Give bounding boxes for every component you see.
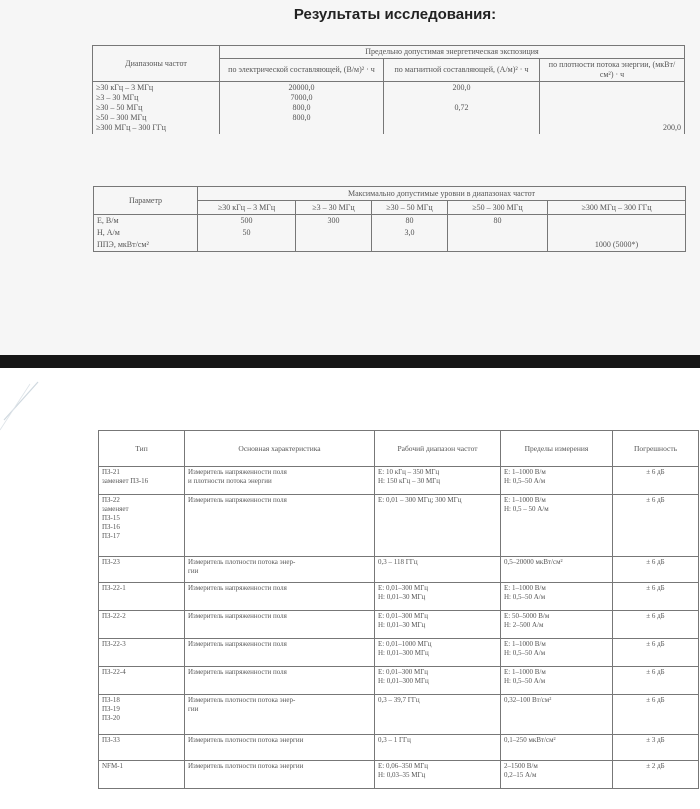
type-value: ПЗ-19 [102, 705, 120, 713]
type-value: заменяет ПЗ-16 [102, 477, 149, 485]
main-value: Измеритель напряженности поля [188, 668, 287, 676]
electric-value: 20000,0 [288, 83, 315, 92]
type-cell [99, 557, 185, 583]
param-label: ППЭ, мкВт/см² [94, 239, 198, 252]
col-header-parameter: Параметр [94, 187, 198, 215]
limits-value: Н: 0,5–50 А/м [504, 477, 546, 485]
main-value: Измеритель напряженности поля [188, 468, 287, 476]
main-value: гии [188, 705, 199, 713]
exposure-limits-table [92, 45, 685, 134]
range-value: ≥30 кГц – 3 МГц [96, 83, 154, 92]
limits-value: Е: 1–1000 В/м [504, 668, 546, 676]
table-row [99, 583, 699, 611]
limits-value: Н: 0,5–50 А/м [504, 649, 546, 657]
main-cell [185, 557, 375, 583]
col-header-limits: Пределы измерения [501, 431, 613, 467]
type-cell [99, 495, 185, 557]
magnetic-value [387, 123, 536, 133]
limits-value: 2–1500 В/м [504, 762, 538, 770]
type-value: заменяет [102, 505, 129, 513]
main-cell [185, 695, 375, 735]
error-value: ± 3 дБ [646, 736, 665, 744]
range-cell [375, 695, 501, 735]
page-title: Результаты исследования: [293, 6, 497, 23]
type-value: ПЗ-23 [102, 558, 120, 566]
error-value: ± 6 дБ [646, 584, 665, 592]
error-value: ± 6 дБ [646, 468, 665, 476]
level-value: 3,0 [372, 227, 448, 239]
table-row [99, 557, 699, 583]
error-cell [613, 583, 699, 611]
range-value: 0,3 – 118 ГГц [378, 558, 418, 566]
range-value: ≥30 – 50 МГц [96, 103, 143, 112]
type-value: NFM-1 [102, 762, 124, 770]
power-density-cell [540, 82, 685, 135]
range-cell [375, 495, 501, 557]
level-value: 80 [448, 215, 548, 228]
error-cell [613, 667, 699, 695]
col-header-main: Основная характеристика [185, 431, 375, 467]
level-value [548, 227, 686, 239]
range-value: Е: 0,01 – 300 МГц; 300 МГц [378, 496, 462, 504]
band-header: ≥30 кГц – 3 МГц [198, 201, 296, 215]
range-value: ≥300 МГц – 300 ГГц [96, 123, 166, 132]
limits-value: Е: 1–1000 В/м [504, 640, 546, 648]
range-value: Е: 0,06–350 МГц [378, 762, 428, 770]
error-value: ± 2 дБ [646, 762, 665, 770]
error-cell [613, 639, 699, 667]
limits-value: Е: 1–1000 В/м [504, 468, 546, 476]
band-header: ≥50 – 300 МГц [448, 201, 548, 215]
range-value: Н: 150 кГц – 30 МГц [378, 477, 440, 485]
table-row [99, 667, 699, 695]
main-cell [185, 639, 375, 667]
page-gap-divider [0, 355, 700, 368]
limits-value: 0,32–100 Вт/см² [504, 696, 552, 704]
limits-value: 0,1–250 мкВт/см² [504, 736, 556, 744]
error-value: ± 6 дБ [646, 668, 665, 676]
type-value: ПЗ-15 [102, 514, 120, 522]
table-row [99, 467, 699, 495]
range-value: Е: 10 кГц – 350 МГц [378, 468, 440, 476]
range-value: Е: 0,01–300 МГц [378, 584, 428, 592]
table-header-row [99, 431, 699, 467]
type-cell [99, 639, 185, 667]
error-value: ± 6 дБ [646, 558, 665, 566]
band-header: ≥300 МГц – 300 ГГц [548, 201, 686, 215]
col-header-error: Погрешность [613, 431, 699, 467]
table-header-row [93, 46, 685, 59]
magnetic-value [387, 113, 536, 123]
main-value: Измеритель напряженности поля [188, 496, 287, 504]
table-row [93, 82, 685, 135]
level-value [548, 215, 686, 228]
error-value: ± 6 дБ [646, 696, 665, 704]
limits-value: Н: 0,5 – 50 А/м [504, 505, 549, 513]
limits-value: Е: 1–1000 В/м [504, 584, 546, 592]
power-density-value: 200,0 [663, 123, 681, 132]
table-header-row [94, 187, 686, 201]
type-value: ПЗ-22 [102, 496, 120, 504]
error-value: ± 6 дБ [646, 612, 665, 620]
type-value: ПЗ-33 [102, 736, 120, 744]
type-value: ПЗ-20 [102, 714, 120, 722]
type-value: ПЗ-22-4 [102, 668, 126, 676]
range-value: 0,3 – 39,7 ГГц [378, 696, 420, 704]
table-row [99, 735, 699, 761]
range-value: Н: 0,01–30 МГц [378, 593, 426, 601]
col-header-electric: по электрической составляющей, (В/м)² · ч [220, 59, 384, 82]
error-cell [613, 761, 699, 789]
range-cell [375, 557, 501, 583]
electric-value: 7000,0 [290, 93, 313, 102]
col-header-magnetic: по магнитной составляющей, (А/м)² · ч [384, 59, 540, 82]
max-levels-table [93, 186, 686, 252]
limits-cell [501, 495, 613, 557]
error-value: ± 6 дБ [646, 496, 665, 504]
error-cell [613, 495, 699, 557]
level-value [296, 227, 372, 239]
type-cell [99, 611, 185, 639]
type-value: ПЗ-22-1 [102, 584, 126, 592]
instruments-table-body [99, 467, 699, 789]
table-row [94, 227, 686, 239]
range-value: Н: 0,01–300 МГц [378, 649, 429, 657]
col-header-range: Рабочий диапазон частот [375, 431, 501, 467]
range-value: Е: 0,01–300 МГц [378, 612, 428, 620]
group-header-max-levels: Максимально допустимые уровни в диапазонах частот [198, 187, 686, 201]
type-cell [99, 467, 185, 495]
param-label: Н, А/м [94, 227, 198, 239]
main-cell [185, 761, 375, 789]
param-label: Е, В/м [94, 215, 198, 228]
main-cell [185, 735, 375, 761]
level-value: 300 [296, 215, 372, 228]
range-cell [93, 82, 220, 135]
range-cell [375, 583, 501, 611]
limits-cell [501, 583, 613, 611]
magnetic-value: 200,0 [452, 83, 471, 92]
error-cell [613, 695, 699, 735]
range-value: Е: 0,01–300 МГц [378, 668, 428, 676]
type-value: ПЗ-16 [102, 523, 120, 531]
limits-cell [501, 667, 613, 695]
level-value [448, 227, 548, 239]
main-cell [185, 667, 375, 695]
limits-value: Е: 1–1000 В/м [504, 496, 546, 504]
main-cell [185, 495, 375, 557]
error-value: ± 6 дБ [646, 640, 665, 648]
range-cell [375, 611, 501, 639]
type-value: ПЗ-22-2 [102, 612, 126, 620]
type-value: ПЗ-17 [102, 532, 120, 540]
main-value: Измеритель плотности потока энер- [188, 558, 296, 566]
limits-cell [501, 467, 613, 495]
level-value: 1000 (5000*) [548, 239, 686, 252]
col-header-frequency-range: Диапазоны частот [93, 46, 220, 82]
level-value [296, 239, 372, 252]
range-value: Н: 0,01–30 МГц [378, 621, 426, 629]
instruments-table [98, 430, 699, 789]
type-value: ПЗ-21 [102, 468, 120, 476]
level-value: 50 [198, 227, 296, 239]
type-cell [99, 695, 185, 735]
main-value: гии [188, 567, 199, 575]
table-row [94, 215, 686, 228]
range-value: Е: 0,01–1000 МГц [378, 640, 432, 648]
main-value: Измеритель плотности потока энергии [188, 762, 304, 770]
range-value: ≥50 – 300 МГц [96, 113, 147, 122]
range-cell [375, 735, 501, 761]
magnetic-value: 0,72 [454, 103, 469, 112]
error-cell [613, 735, 699, 761]
table-row [99, 611, 699, 639]
table-row [99, 761, 699, 789]
main-value: Измеритель плотности потока энергии [188, 736, 304, 744]
level-value [372, 239, 448, 252]
range-cell [375, 761, 501, 789]
main-value: Измеритель напряженности поля [188, 584, 287, 592]
electric-value: 800,0 [292, 103, 311, 112]
error-cell [613, 467, 699, 495]
type-cell [99, 761, 185, 789]
group-header-exposure: Предельно допустимая энергетическая экспозиция [220, 46, 685, 59]
error-cell [613, 611, 699, 639]
error-cell [613, 557, 699, 583]
col-header-type: Тип [99, 431, 185, 467]
main-cell [185, 583, 375, 611]
range-value: Н: 0,01–300 МГц [378, 677, 429, 685]
col-header-power-density: по плотности потока энергии, (мкВт/см²) · ч [540, 59, 685, 82]
type-value: ПЗ-22-3 [102, 640, 126, 648]
level-value [198, 239, 296, 252]
range-value: 0,3 – 1 ГГц [378, 736, 411, 744]
range-cell [375, 467, 501, 495]
level-value [448, 239, 548, 252]
type-cell [99, 583, 185, 611]
limits-value: Н: 0,5–50 А/м [504, 593, 546, 601]
limits-cell [501, 639, 613, 667]
limits-value: Н: 2–500 А/м [504, 621, 544, 629]
main-cell [185, 611, 375, 639]
table-row [99, 695, 699, 735]
main-cell [185, 467, 375, 495]
electric-value: 800,0 [292, 113, 311, 122]
electric-cell [220, 82, 384, 135]
magnetic-value [387, 93, 536, 103]
type-cell [99, 667, 185, 695]
main-value: Измеритель напряженности поля [188, 640, 287, 648]
limits-cell [501, 695, 613, 735]
electric-value [223, 123, 380, 133]
limits-value: 0,2–15 А/м [504, 771, 537, 779]
band-header: ≥3 – 30 МГц [296, 201, 372, 215]
limits-value: Н: 0,5–50 А/м [504, 677, 546, 685]
type-value: ПЗ-18 [102, 696, 120, 704]
limits-cell [501, 611, 613, 639]
table-row [99, 639, 699, 667]
table-row [94, 239, 686, 252]
range-value: Н: 0,03–35 МГц [378, 771, 426, 779]
main-value: Измеритель плотности потока энер- [188, 696, 296, 704]
limits-cell [501, 761, 613, 789]
limits-cell [501, 557, 613, 583]
main-value: и плотности потока энергии [188, 477, 272, 485]
paper-fold-line [0, 380, 40, 440]
magnetic-cell [384, 82, 540, 135]
range-cell [375, 639, 501, 667]
main-value: Измеритель напряженности поля [188, 612, 287, 620]
level-value: 80 [372, 215, 448, 228]
range-value: ≥3 – 30 МГц [96, 93, 139, 102]
table-row [99, 495, 699, 557]
limits-value: Е: 50–5000 В/м [504, 612, 550, 620]
range-cell [375, 667, 501, 695]
limits-cell [501, 735, 613, 761]
level-value: 500 [198, 215, 296, 228]
band-header: ≥30 – 50 МГц [372, 201, 448, 215]
type-cell [99, 735, 185, 761]
limits-value: 0,5–20000 мкВт/см² [504, 558, 563, 566]
